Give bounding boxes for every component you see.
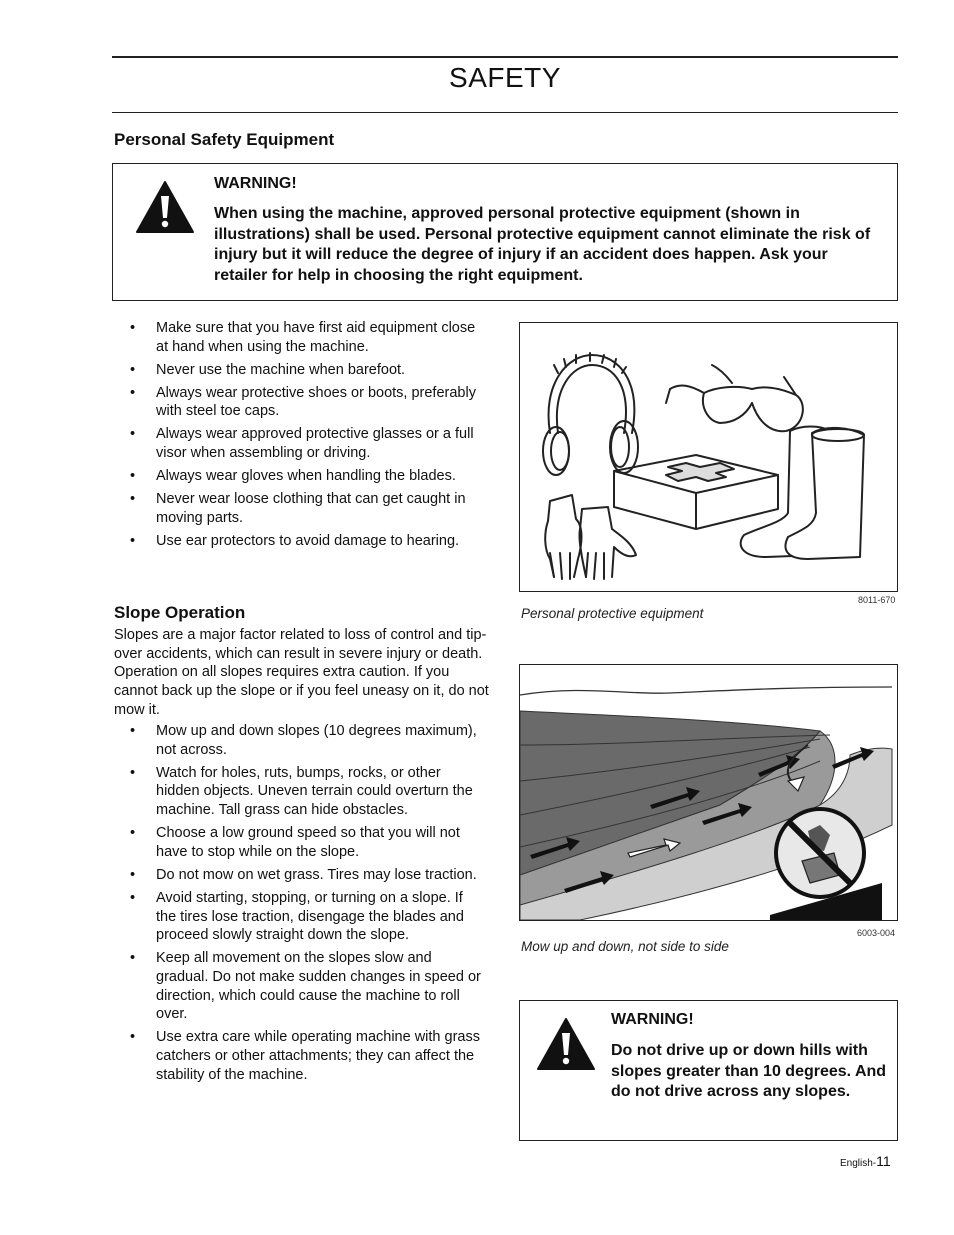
warning-text: When using the machine, approved personal protective equipment (shown in illustrations) shall be used. Personal protective equipment cannot eliminate the risk of injury but it will reduce the degree of injury if an accident does happen. Ask your retailer for help in choosing the right equipment. bbox=[214, 205, 871, 284]
slope-operation-list bbox=[114, 722, 484, 1089]
list-item: • Do not mow on wet grass. Tires may lose traction. bbox=[114, 866, 484, 885]
figure-caption: Personal protective equipment bbox=[521, 606, 704, 621]
warning-title: WARNING! bbox=[611, 1011, 694, 1028]
list-item: • Keep all movement on the slopes slow and gradual. Do not make sudden changes in speed or direction, which could cause the machine to roll over. bbox=[114, 949, 484, 1024]
list-item: • Use ear protectors to avoid damage to hearing. bbox=[114, 532, 484, 551]
slope-warning bbox=[519, 1000, 898, 1141]
figure-caption: Mow up and down, not side to side bbox=[521, 939, 729, 954]
title-rule bbox=[112, 112, 898, 113]
section-title: SAFETY bbox=[449, 62, 561, 93]
warning-text: Do not drive up or down hills with slopes greater than 10 degrees. And do not drive across any slopes. bbox=[611, 1042, 887, 1100]
list-item: • Mow up and down slopes (10 degrees maximum), not across. bbox=[114, 722, 484, 759]
slope-operation-heading: Slope Operation bbox=[114, 603, 246, 622]
list-item: • Always wear protective shoes or boots, preferably with steel toe caps. bbox=[114, 384, 484, 421]
page-number bbox=[840, 1153, 891, 1169]
list-item: • Always wear approved protective glasses or a full visor when assembling or driving. bbox=[114, 425, 484, 462]
protective-equipment-drawing bbox=[520, 323, 897, 591]
list-item: • Make sure that you have first aid equipment close at hand when using the machine. bbox=[114, 319, 484, 356]
list-item: • Choose a low ground speed so that you will not have to stop while on the slope. bbox=[114, 824, 484, 861]
page-language: English- bbox=[840, 1158, 877, 1169]
gloves-icon bbox=[545, 495, 636, 579]
top-rule bbox=[112, 56, 898, 58]
first-aid-kit-icon bbox=[614, 455, 778, 529]
no-tractor-icon bbox=[776, 809, 864, 897]
warning-triangle-icon bbox=[536, 1017, 596, 1071]
list-item: • Always wear gloves when handling the blades. bbox=[114, 467, 484, 486]
warning-title: WARNING! bbox=[214, 175, 297, 192]
personal-safety-heading: Personal Safety Equipment bbox=[114, 130, 335, 149]
safety-glasses-icon bbox=[666, 365, 803, 431]
protective-equipment-illustration bbox=[519, 322, 898, 592]
list-item: • Use extra care while operating machine with grass catchers or other attachments; they can affect the stability of the machine. bbox=[114, 1028, 484, 1084]
figure-code: 6003-004 bbox=[857, 928, 896, 938]
list-item: • Never use the machine when barefoot. bbox=[114, 361, 484, 380]
slope-mowing-illustration bbox=[519, 664, 898, 921]
list-item: • Avoid starting, stopping, or turning on a slope. If the tires lose traction, disengage the blades and proceed slowly straight down the slope. bbox=[114, 889, 484, 945]
ear-protectors-icon bbox=[543, 353, 638, 475]
slope-intro-text: Slopes are a major factor related to loss of control and tip-over accidents, which can result in severe injury or death. Operation on all slopes requires extra caution. If you cannot back up the slope or if you feel uneasy on it, do not mow it. bbox=[114, 627, 489, 718]
boots-icon bbox=[741, 427, 864, 560]
warning-triangle-icon bbox=[135, 180, 195, 234]
figure-code: 8011-670 bbox=[858, 595, 896, 605]
slope-mowing-drawing bbox=[520, 665, 897, 920]
page-number-value: 11 bbox=[876, 1153, 891, 1169]
list-item: • Never wear loose clothing that can get caught in moving parts. bbox=[114, 490, 484, 527]
personal-safety-list bbox=[114, 319, 484, 555]
list-item: • Watch for holes, ruts, bumps, rocks, or other hidden objects. Uneven terrain could overturn the machine. Tall grass can hide obstacles. bbox=[114, 764, 484, 820]
personal-safety-warning bbox=[112, 163, 898, 301]
